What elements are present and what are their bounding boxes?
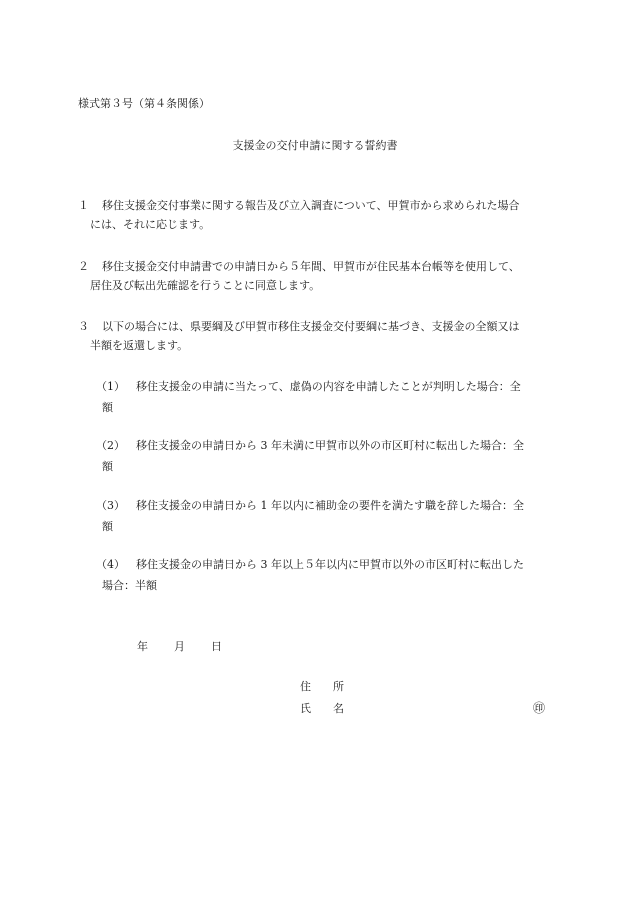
month-label: 月 (174, 640, 185, 653)
subclause-text-line: 額 (102, 520, 113, 533)
subclause-text-line: 移住支援金の申請日から 1 年以内に補助金の要件を満たす職を辞した場合：全 (136, 499, 524, 512)
document-title: 支援金の交付申請に関する誓約書 (232, 139, 398, 152)
date-line (137, 638, 222, 656)
form-number: 様式第３号（第４条関係） (78, 97, 210, 110)
clause-text-line: 半額を返還します。 (90, 339, 189, 352)
subclause-text-line: 額 (102, 460, 113, 473)
clause-text-line: 以下の場合には、県要綱及び甲賀市移住支援金交付要綱に基づき、支援金の全額又は (102, 320, 520, 333)
subclause-text-line: 場合：半額 (102, 579, 157, 592)
clause-text-line: には、それに応じます。 (90, 218, 211, 231)
subclause-text-line: 移住支援金の申請に当たって、虚偽の内容を申請したことが判明した場合：全 (136, 380, 521, 393)
subclause-text-line: 移住支援金の申請日から 3 年未満に甲賀市以外の市区町村に転出した場合：全 (136, 439, 524, 452)
clause-number: ２ (78, 260, 89, 273)
subclause-text-line: 移住支援金の申請日から 3 年以上５年以内に甲賀市以外の市区町村に転出した (136, 558, 524, 571)
clause-number: １ (78, 199, 89, 212)
clause-number: ３ (78, 320, 89, 333)
clause-text-line: 居住及び転出先確認を行うことに同意します。 (90, 279, 321, 292)
subclause-number: （1） (96, 380, 125, 393)
seal-mark: ㊞ (533, 701, 546, 715)
day-label: 日 (211, 640, 222, 653)
subclause-number: （3） (96, 499, 125, 512)
name-label: 氏 名 (300, 702, 344, 715)
subclause-text-line: 額 (102, 401, 113, 414)
clause-text-line: 移住支援金交付申請書での申請日から５年間、甲賀市が住民基本台帳等を使用して、 (102, 260, 520, 273)
address-label: 住 所 (300, 680, 344, 693)
year-label: 年 (137, 640, 148, 653)
subclause-number: （2） (96, 439, 125, 452)
clause-text-line: 移住支援金交付事業に関する報告及び立入調査について、甲賀市から求められた場合 (102, 199, 520, 212)
subclause-number: （4） (96, 558, 125, 571)
